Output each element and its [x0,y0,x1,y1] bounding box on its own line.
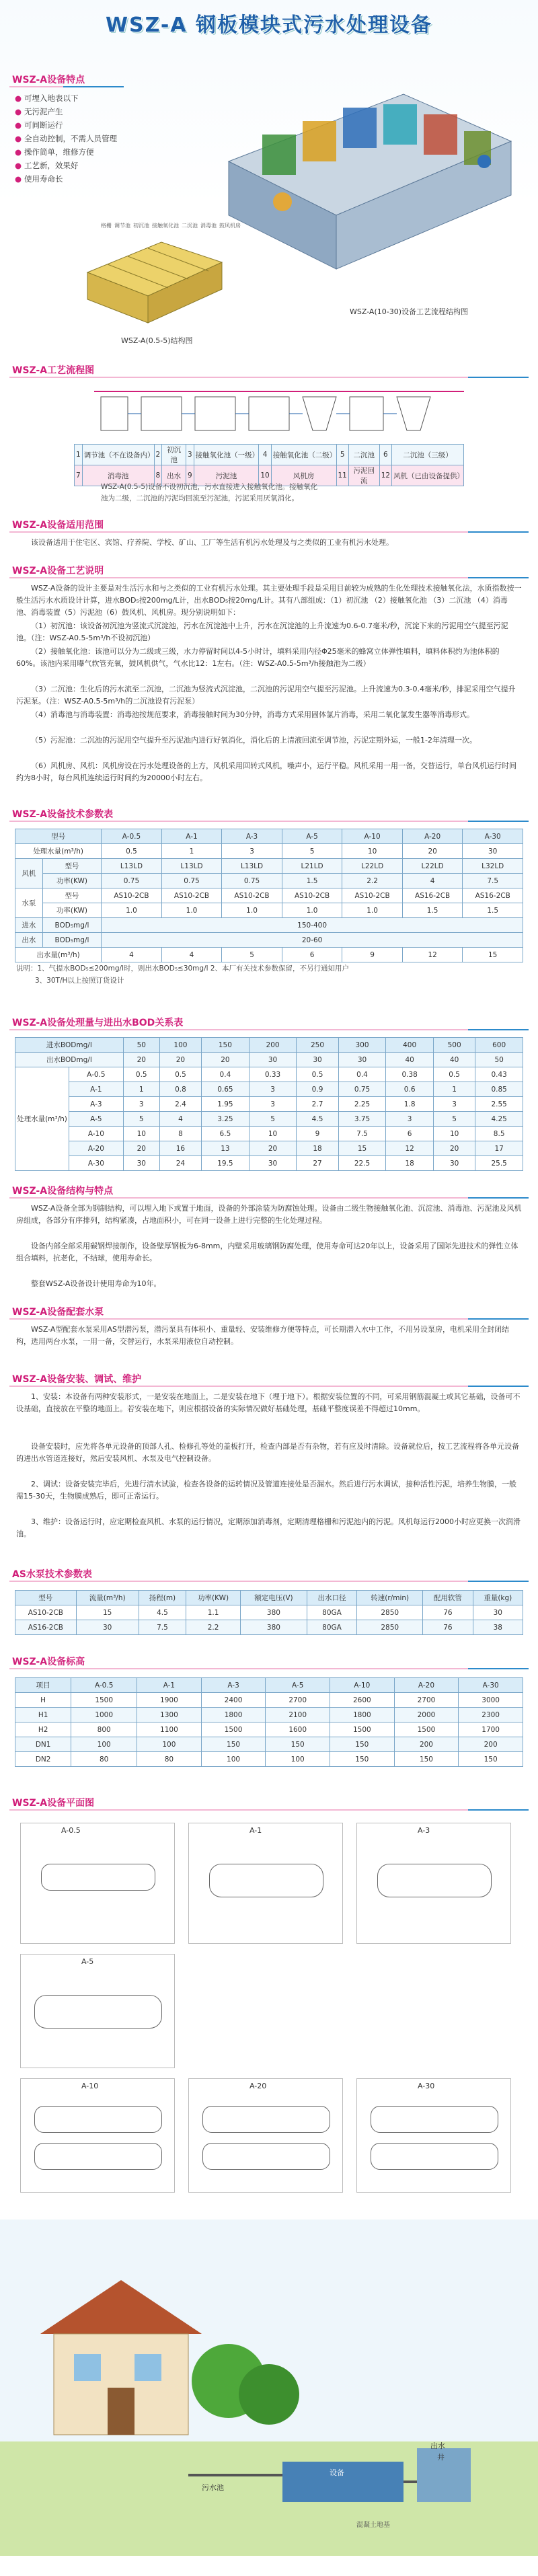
features-list [15,91,117,186]
table-row: DN1 100 100 150 150 150 200 200 [15,1737,523,1752]
table-row: 风机 型号 L13LD L13LD L13LD L21LD L22LD L22LD L32LD [15,859,523,874]
explain-para-6: （6）风机房、风机：风机房设在污水处理设备的上方，风机采用回转式风机，噪声小，运行平稳。风机采用一用一备，交替运行，单台风机运行时间约为8小时，每台风机连续运行时间约为20000小时左右。 [16,761,516,782]
table-row: 出水BODmg/l 20 20 20 30 30 30 40 40 50 [15,1053,523,1067]
table-row: 水泵 型号 AS10-2CB AS10-2CB AS10-2CB AS10-2CB AS10-2CB AS16-2CB AS16-2CB [15,888,523,903]
install-para-0: 1、安装：本设备有两种安装形式，一是安装在地面上，二是安装在地下（埋于地下）。根据安装位置的不同，可采用钢筋混凝土或其它基础，设备可不设基础，直接放在平整的地面上。若安装在地下，则应根据设备的实际情况做好基础处理，基础平整度误差不得超过10mm。 [16,1392,521,1413]
table-row: AS10-2CB 15 4.5 1.1 380 80GA 2850 76 30 [15,1605,523,1620]
structure-text-2: 设备内部全部采用碳钢焊接制作，设备壁厚钢板为6-8mm，内壁采用玻璃钢防腐处理，使用寿命可达20年以上，设备采用了国际先进技术的弹性立体组合填料，抗老化，不结球，使用寿命长。 [16,1242,518,1262]
plan-a5-shape [34,1995,162,2029]
page-title: WSZ-A 钢板模块式污水处理设备 [105,13,433,37]
explain-para-5: （5）污泥池：二沉池的污泥用空气提升至污泥池内进行好氧消化，消化后的上清液回流至调节池，污泥定期外运，一般1-2年清理一次。 [31,736,477,745]
table-row: 处理水量(m³/h) A-0.5 0.5 0.5 0.4 0.33 0.5 0.4 0.38 0.5 0.43 [15,1067,523,1082]
plan-a10-shape-1 [34,2106,162,2133]
table-row: 功率(KW) 1.0 1.0 1.0 1.0 1.0 1.5 1.5 [15,903,523,918]
params-heading: WSZ-A设备技术参数表 [9,807,529,822]
pump-params-heading: AS水泵技术参数表 [9,1567,529,1582]
table-row: 进水BODmg/l 50 100 150 200 250 300 400 500 600 [15,1038,523,1053]
table-row: H2 800 1100 1500 1600 1500 1500 1700 [15,1722,523,1737]
plan-a30-shape-1 [371,2106,498,2133]
table-row: A-30 30 24 19.5 30 27 22.5 18 30 25.5 [15,1156,523,1171]
house-window [134,2354,161,2381]
structure-text-3: 整套WSZ-A设备设计使用寿命为10年。 [31,1279,161,1288]
table-row: 功率(KW) 0.75 0.75 0.75 1.5 2.2 4 7.5 [15,874,523,888]
tank-green [262,135,296,175]
params-note-2: 3、30T/H以上按照订货设计 [35,977,124,985]
install-para-2: 2、调试：设备安装完毕后，先进行清水试验，检查各设备的运转情况及管道连接处是否漏水。然后进行污水调试，接种活性污泥，培养生物膜，一般需15-30天，生物膜成熟后，即可正常运行。 [16,1480,516,1501]
small-structure-illustration [81,232,229,333]
feature-item: ● 全自动控制，不需人员管理 [15,134,118,143]
feature-item: ● 操作简单，维修方便 [15,147,94,157]
process-table: 1 调节池（不在设备内） 2 初沉池 3 接触氧化池（一级） 4 接触氧化池（二级） 5 二沉池 6 二沉池（三级） 7 消毒池 8 出水 9 污泥池 10 风机房 11 污泥回流 12 风机（已由设备提供） [74,444,464,486]
table-row: A-1 1 0.8 0.65 3 0.9 0.75 0.6 1 0.85 [15,1082,523,1097]
process-flow-diagram [94,383,471,437]
table-row: H 1500 1900 2400 2700 2600 2700 3000 [15,1693,523,1708]
feature-item: ● 使用寿命长 [15,174,63,184]
process-note-1: WSZ-A(0.5-5)设备不设初沉池，污水直接进入接触氧化池。接触氧化 [101,483,318,491]
feature-item: ● 可埋入地表以下 [15,93,79,103]
scope-text: 该设备适用于住宅区、宾馆、疗养院、学校、矿山、工厂等生活有机污水处理及与之类似的工业有机污水处理。 [31,538,393,547]
table-row: A-10 10 8 6.5 10 9 7.5 6 10 8.5 [15,1127,523,1141]
table-row: AS16-2CB 30 7.5 2.2 380 80GA 2850 76 38 [15,1620,523,1635]
install-para-3: 3、维护：设备运行时，应定期检查风机、水泵的运行情况，定期添加消毒剂，定期清理格栅和污泥池内的污泥。风机每运行2000小时应更换一次润滑油。 [16,1517,521,1538]
house-door [108,2388,134,2435]
dims-heading: WSZ-A设备标高 [9,1655,529,1669]
explain-para-3: （3）二沉池：生化后的污水流至二沉池，二沉池为竖流式沉淀池，二沉池的污泥用空气提至污泥池。上升流速为0.3-0.4毫米/秒，排泥采用空气提升污泥泵。（注：WSZ-A0.5-5m³/h的二沉池设有污泥泵） [16,685,516,706]
large-structure-illustration [202,67,525,289]
features-heading: WSZ-A设备特点 [9,73,124,87]
tank-cyan [383,104,417,145]
process-heading: WSZ-A工艺流程图 [9,363,529,378]
table-row: A-5 5 4 3.25 5 4.5 3.75 3 5 4.25 [15,1112,523,1127]
table-row: 型号 A-0.5 A-1 A-3 A-5 A-10 A-20 A-30 [15,829,523,844]
table-row: 处理水量(m³/h) 0.5 1 3 5 10 20 30 [15,844,523,859]
dims-table [15,1677,523,1767]
relation-heading: WSZ-A设备处理量与进出水BOD关系表 [9,1016,529,1030]
explain-para-1: （1）初沉池：该设备初沉池为竖流式沉淀池，污水在沉淀池中上升，污水在沉淀池的上升流速为0.6-0.7毫米/秒，沉淀下来的污泥用空气提至污泥池。（注：WSZ-A0.5-5m³/h不设初沉池） [16,621,508,642]
plan-heading: WSZ-A设备平面图 [9,1796,529,1811]
explain-para-0: WSZ-A设备的设计主要是对生活污水和与之类似的工业有机污水处理。其主要处理手段是采用目前较为成熟的生化处理技术接触氧化法，水质指数按一般生活污水水质设计计算，进水BOD₅按200mg/L计，出水BOD₅按20mg/L计。其有八部组成：（1）初沉池 （2）接触氧化池 （3）二沉池 （4）消毒池、消毒装置（5）污泥池（6）鼓风机、风机房。现分别说明如下： [16,584,522,617]
plan-grid [20,1823,518,2199]
table-row: 进水 BOD₅mg/l 150-400 [15,918,523,933]
params-note-1: 说明：1、气提水BOD₅≤200mg/l时，则出水BOD₅≤30mg/l 2、本厂有关技术参数保留，不另行通知用户 [16,964,350,973]
tank-yellow [303,121,336,161]
scene-label-outlet: 出水 [430,2441,445,2450]
plan-a1: A-1 [188,1823,343,1944]
structure-text-1: WSZ-A设备全部为钢制结构，可以埋入地下或置于地面，设备的外部涂装为防腐蚀处理。设备由二级生物接触氧化池、沉淀池、消毒池、污泥池及风机房组成，各部分有序排列，结构紧凑，占地面积小，可在同一设备上进行完整的生化处理过程。 [16,1204,522,1225]
plan-a1-shape [209,1864,323,1897]
relation-table [15,1037,523,1171]
plan-a10-shape-2 [34,2143,162,2170]
plan-a3-shape [377,1864,492,1897]
pipe-cap [273,192,292,211]
plan-a3: A-3 [356,1823,511,1944]
table-row: A-3 3 2.4 1.95 3 2.7 2.25 1.8 3 2.55 [15,1097,523,1112]
explain-heading: WSZ-A设备工艺说明 [9,564,529,578]
plan-a05-shape [41,1864,155,1891]
params-table [15,829,523,962]
plan-a10: A-10 [20,2078,175,2193]
tree [239,2364,299,2425]
table-row: 出水量(m³/h) 4 4 5 6 9 12 15 [15,948,523,962]
table-row: 出水 BOD₅mg/l 20-60 [15,933,523,948]
plan-a30: A-30 [356,2078,511,2193]
pump-text: WSZ-A型配套水泵采用AS型潜污泵，潜污泵具有体积小、重量轻、安装维修方便等特点，可长期潜入水中工作，不用另设泵房，电机采用全封闭结构，选用两台水泵，一用一备，交替运行，水泵采用液位自动控制。 [16,1325,509,1346]
small-figure-part-labels: 格栅 调节池 初沉池 接触氧化池 二沉池 消毒池 鼓风机房 [101,223,241,229]
tank-blue [343,108,377,148]
plan-a5: A-5 [20,1954,175,2068]
pipe-cap [477,155,491,168]
table-row: DN2 80 80 100 100 150 150 150 [15,1752,523,1767]
structure-heading: WSZ-A设备结构与特点 [9,1184,529,1199]
installation-scene [0,2220,538,2556]
house-window [74,2354,101,2381]
table-row: 型号 流量(m³/h) 扬程(m) 功率(KW) 额定电压(V) 出水口径 转速(r/min) 配用软管 重量(kg) [15,1591,523,1605]
scene-label-sewage: 污水池 [202,2483,224,2492]
scene-label-device: 设备 [330,2468,344,2477]
install-heading: WSZ-A设备安装、调试、维护 [9,1372,529,1387]
plan-a20: A-20 [188,2078,343,2193]
plan-a05: A-0.5 [20,1823,175,1944]
table-row: A-20 20 16 13 20 18 15 12 20 17 [15,1141,523,1156]
large-figure-caption: WSZ-A(10-30)设备工艺流程结构图 [350,307,468,316]
explain-para-4: （4）消毒池与消毒装置：消毒池按规范要求，消毒接触时间为30分钟，消毒方式采用固体氯片消毒，采用二氧化氯发生器等消毒形式。 [31,710,474,719]
tank-red [424,114,457,155]
feature-item: ● 可间断运行 [15,120,63,130]
plan-a20-shape-1 [202,2106,330,2133]
scene-label-well: 井 [437,2453,445,2462]
pump-params-table [15,1590,523,1635]
pump-heading: WSZ-A设备配套水泵 [9,1305,529,1320]
process-note-2: 池为二级，二沉池的污泥均回流至污泥池，污泥采用厌氧消化。 [101,494,299,502]
scene-footer: 混凝土地基 [356,2522,390,2529]
small-figure-caption: WSZ-A(0.5-5)结构图 [121,336,193,345]
install-para-1: 设备安装时，应先将各单元设备的顶部人孔、检修孔等处的盖板打开，检查内部是否有杂物，若有应及时清除。设备就位后，按工艺流程将各单元设备的进出水管道连接好，然后安装风机、水泵及电气控制设备。 [16,1442,519,1463]
table-row: 项目 A-0.5 A-1 A-3 A-5 A-10 A-20 A-30 [15,1678,523,1693]
feature-item: ● 工艺新，效果好 [15,161,79,170]
table-row: H1 1000 1300 1800 2100 1800 2000 2300 [15,1708,523,1722]
explain-para-2: （2）接触氧化池：该池可以分为二级或三级，水力停留时间以4-5小时计，填料采用内径Φ25毫米的蜂窝立体弹性填料，填料体积约为池体积的60%。该池内采用曝气软管充氧，鼓风机供气，气水比12：1左右。（注：WSZ-A0.5-5m³/h接触池为二级） [16,647,500,668]
plan-a20-shape-2 [202,2143,330,2170]
plan-a30-shape-2 [371,2143,498,2170]
scope-heading: WSZ-A设备适用范围 [9,518,529,533]
feature-item: ● 无污泥产生 [15,107,63,116]
